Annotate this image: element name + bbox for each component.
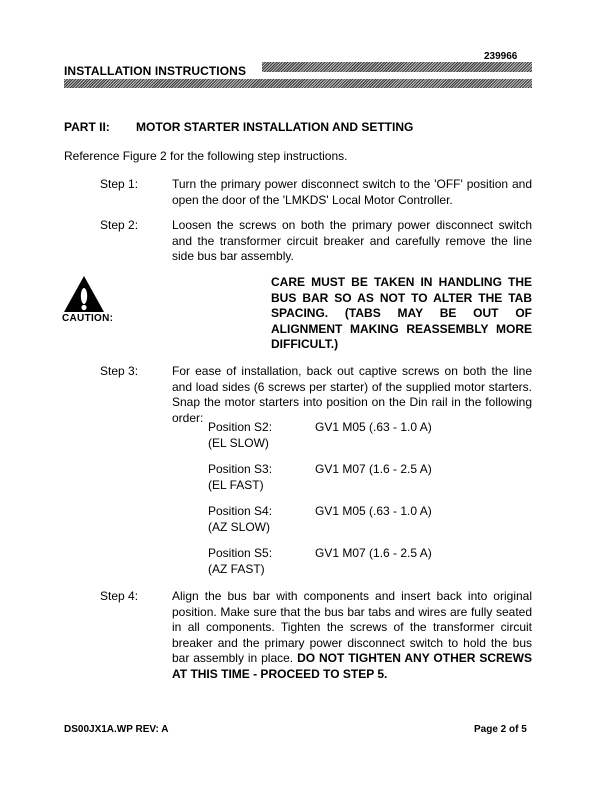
step3-label: Step 3: bbox=[100, 364, 139, 378]
position-s5-value: GV1 M07 (1.6 - 2.5 A) bbox=[315, 546, 432, 560]
reference-text: Reference Figure 2 for the following step instructions. bbox=[64, 149, 348, 163]
step3-text: For ease of installation, back out captive screws on both the line and load sides (6 screws per starter) of the supplied motor starters. Snap the motor starters into position on the Din rail in the following order: bbox=[172, 364, 532, 425]
step2-label: Step 2: bbox=[100, 218, 139, 232]
footer-doc-rev: DS00JX1A.WP REV: A bbox=[64, 724, 169, 735]
position-s5-label: Position S5: (AZ FAST) bbox=[208, 546, 273, 576]
position-s2-label: Position S2: (EL SLOW) bbox=[208, 420, 273, 450]
header-title: INSTALLATION INSTRUCTIONS bbox=[64, 64, 247, 78]
header-rule-long bbox=[64, 79, 532, 88]
position-s3-value: GV1 M07 (1.6 - 2.5 A) bbox=[315, 462, 432, 476]
header-rule-short bbox=[262, 62, 532, 72]
position-s4-label: Position S4: (AZ SLOW) bbox=[208, 504, 273, 534]
part-label: PART II: bbox=[64, 120, 110, 134]
step4-warning: DO NOT TIGHTEN ANY OTHER SCREWS AT THIS TIME - PROCEED TO STEP 5. bbox=[172, 651, 532, 681]
step1-text: Turn the primary power disconnect switch to the 'OFF' position and open the door of the 'LMKDS' Local Motor Controller. bbox=[172, 177, 532, 207]
footer-page-number: Page 2 of 5 bbox=[474, 724, 527, 735]
step4-text bbox=[172, 589, 532, 682]
part-title: MOTOR STARTER INSTALLATION AND SETTING bbox=[136, 120, 414, 134]
position-s2-value: GV1 M05 (.63 - 1.0 A) bbox=[315, 420, 432, 434]
step4-label: Step 4: bbox=[100, 589, 139, 603]
step1-label: Step 1: bbox=[100, 177, 139, 191]
position-s3-label: Position S3: (EL FAST) bbox=[208, 462, 273, 492]
step4-body: Align the bus bar with components and insert back into original position. Make sure that the bus bar tabs and wires are fully seated in all components. Tighten the screws of the transformer circuit breaker and the primary power disconnect switch to hold the bus bar assembly in place. bbox=[172, 589, 532, 665]
step2-text: Loosen the screws on both the primary power disconnect switch and the transformer circuit breaker and carefully remove the line side bus bar assembly. bbox=[172, 218, 532, 263]
caution-label: CAUTION: bbox=[62, 313, 114, 324]
caution-text: CARE MUST BE TAKEN IN HANDLING THE BUS BAR SO AS NOT TO ALTER THE TAB SPACING. (TABS MAY BE OUT OF ALIGNMENT MAKING REASSEMBLY MORE DIFFICULT.) bbox=[271, 275, 532, 351]
document-number: 239966 bbox=[484, 51, 518, 62]
position-s4-value: GV1 M05 (.63 - 1.0 A) bbox=[315, 504, 432, 518]
